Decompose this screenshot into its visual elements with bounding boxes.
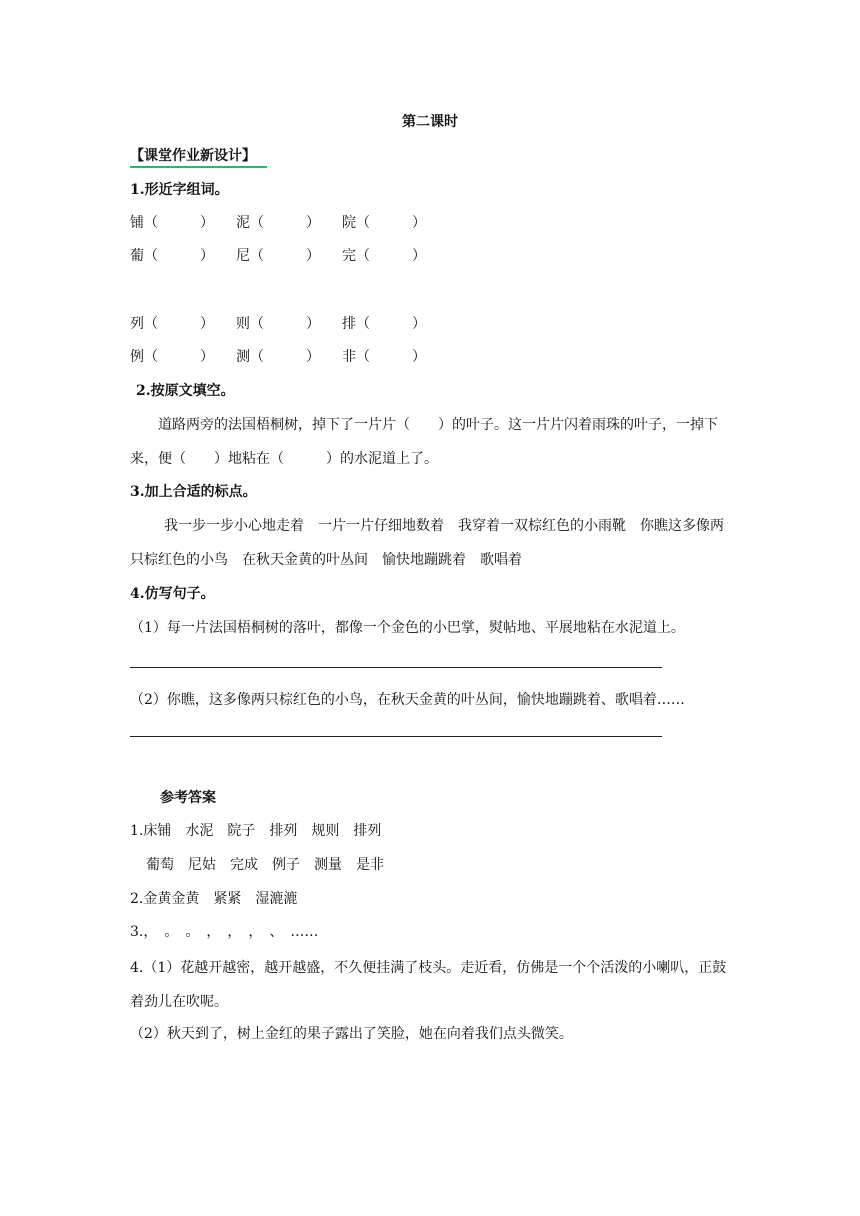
answer-1-line2: 葡萄 尼姑 完成 例子 测量 是非	[146, 857, 384, 873]
q2-text: 道路两旁的法国梧桐树，掉下了一片片（ ）的叶子。这一片片闪着雨珠的叶子，一掉下来，便（ ）地粘在（ ）的水泥道上了。	[130, 417, 718, 467]
answer-1-line1: 1.床铺 水泥 院子 排列 规则 排列	[130, 823, 382, 839]
q3-text: 我一步一步小心地走着 一片一片仔细地数着 我穿着一双棕红色的小雨靴 你瞧这多像两只棕红色的小鸟 在秋天金黄的叶丛间 愉快地蹦跳着 歌唱着	[130, 518, 724, 568]
answer-line	[130, 667, 662, 668]
answer-line	[130, 736, 662, 737]
q1-cell: 铺（ ）	[130, 215, 214, 231]
q4-heading: 4.仿写句子。	[130, 586, 215, 602]
answer-4-2: （2）秋天到了，树上金红的果子露出了笑脸，她在向着我们点头微笑。	[130, 1026, 573, 1042]
q3-heading: 3.加上合适的标点。	[130, 484, 257, 500]
q1-cell: 则（ ）	[236, 316, 320, 332]
q1-cell: 泥（ ）	[236, 215, 320, 231]
answer-3: 3.， 。 。 ， ， ， 、 ……	[130, 924, 319, 940]
q1-cell: 葡（ ）	[130, 248, 214, 264]
section-tag-underline	[130, 166, 267, 168]
q1-cell: 例（ ）	[130, 349, 214, 365]
q2-heading: 2.按原文填空。	[136, 383, 235, 399]
q1-cell: 院（ ）	[342, 215, 426, 231]
q1-cell: 非（ ）	[342, 349, 426, 365]
page-title: 第二课时	[402, 114, 458, 130]
q4-item: （2）你瞧，这多像两只棕红色的小鸟，在秋天金黄的叶丛间，愉快地蹦跳着、歌唱着……	[130, 692, 685, 708]
answer-4-1: 4.（1）花越开越密，越开越盛，不久便挂满了枝头。走近看，仿佛是一个个活泼的小喇叭，正鼓着劲儿在吹呢。	[130, 960, 727, 1010]
q1-heading: 1.形近字组词。	[130, 182, 229, 198]
q1-cell: 完（ ）	[342, 248, 426, 264]
q1-cell: 尼（ ）	[236, 248, 320, 264]
section-tag: 【课堂作业新设计】	[130, 148, 256, 164]
q1-cell: 列（ ）	[130, 316, 214, 332]
q4-item: （1）每一片法国梧桐树的落叶，都像一个金色的小巴掌，熨帖地、平展地粘在水泥道上。	[130, 620, 685, 636]
q1-cell: 排（ ）	[342, 316, 426, 332]
answers-heading: 参考答案	[160, 790, 216, 806]
answer-2: 2.金黄金黄 紧紧 湿漉漉	[130, 891, 298, 907]
q1-cell: 测（ ）	[236, 349, 320, 365]
